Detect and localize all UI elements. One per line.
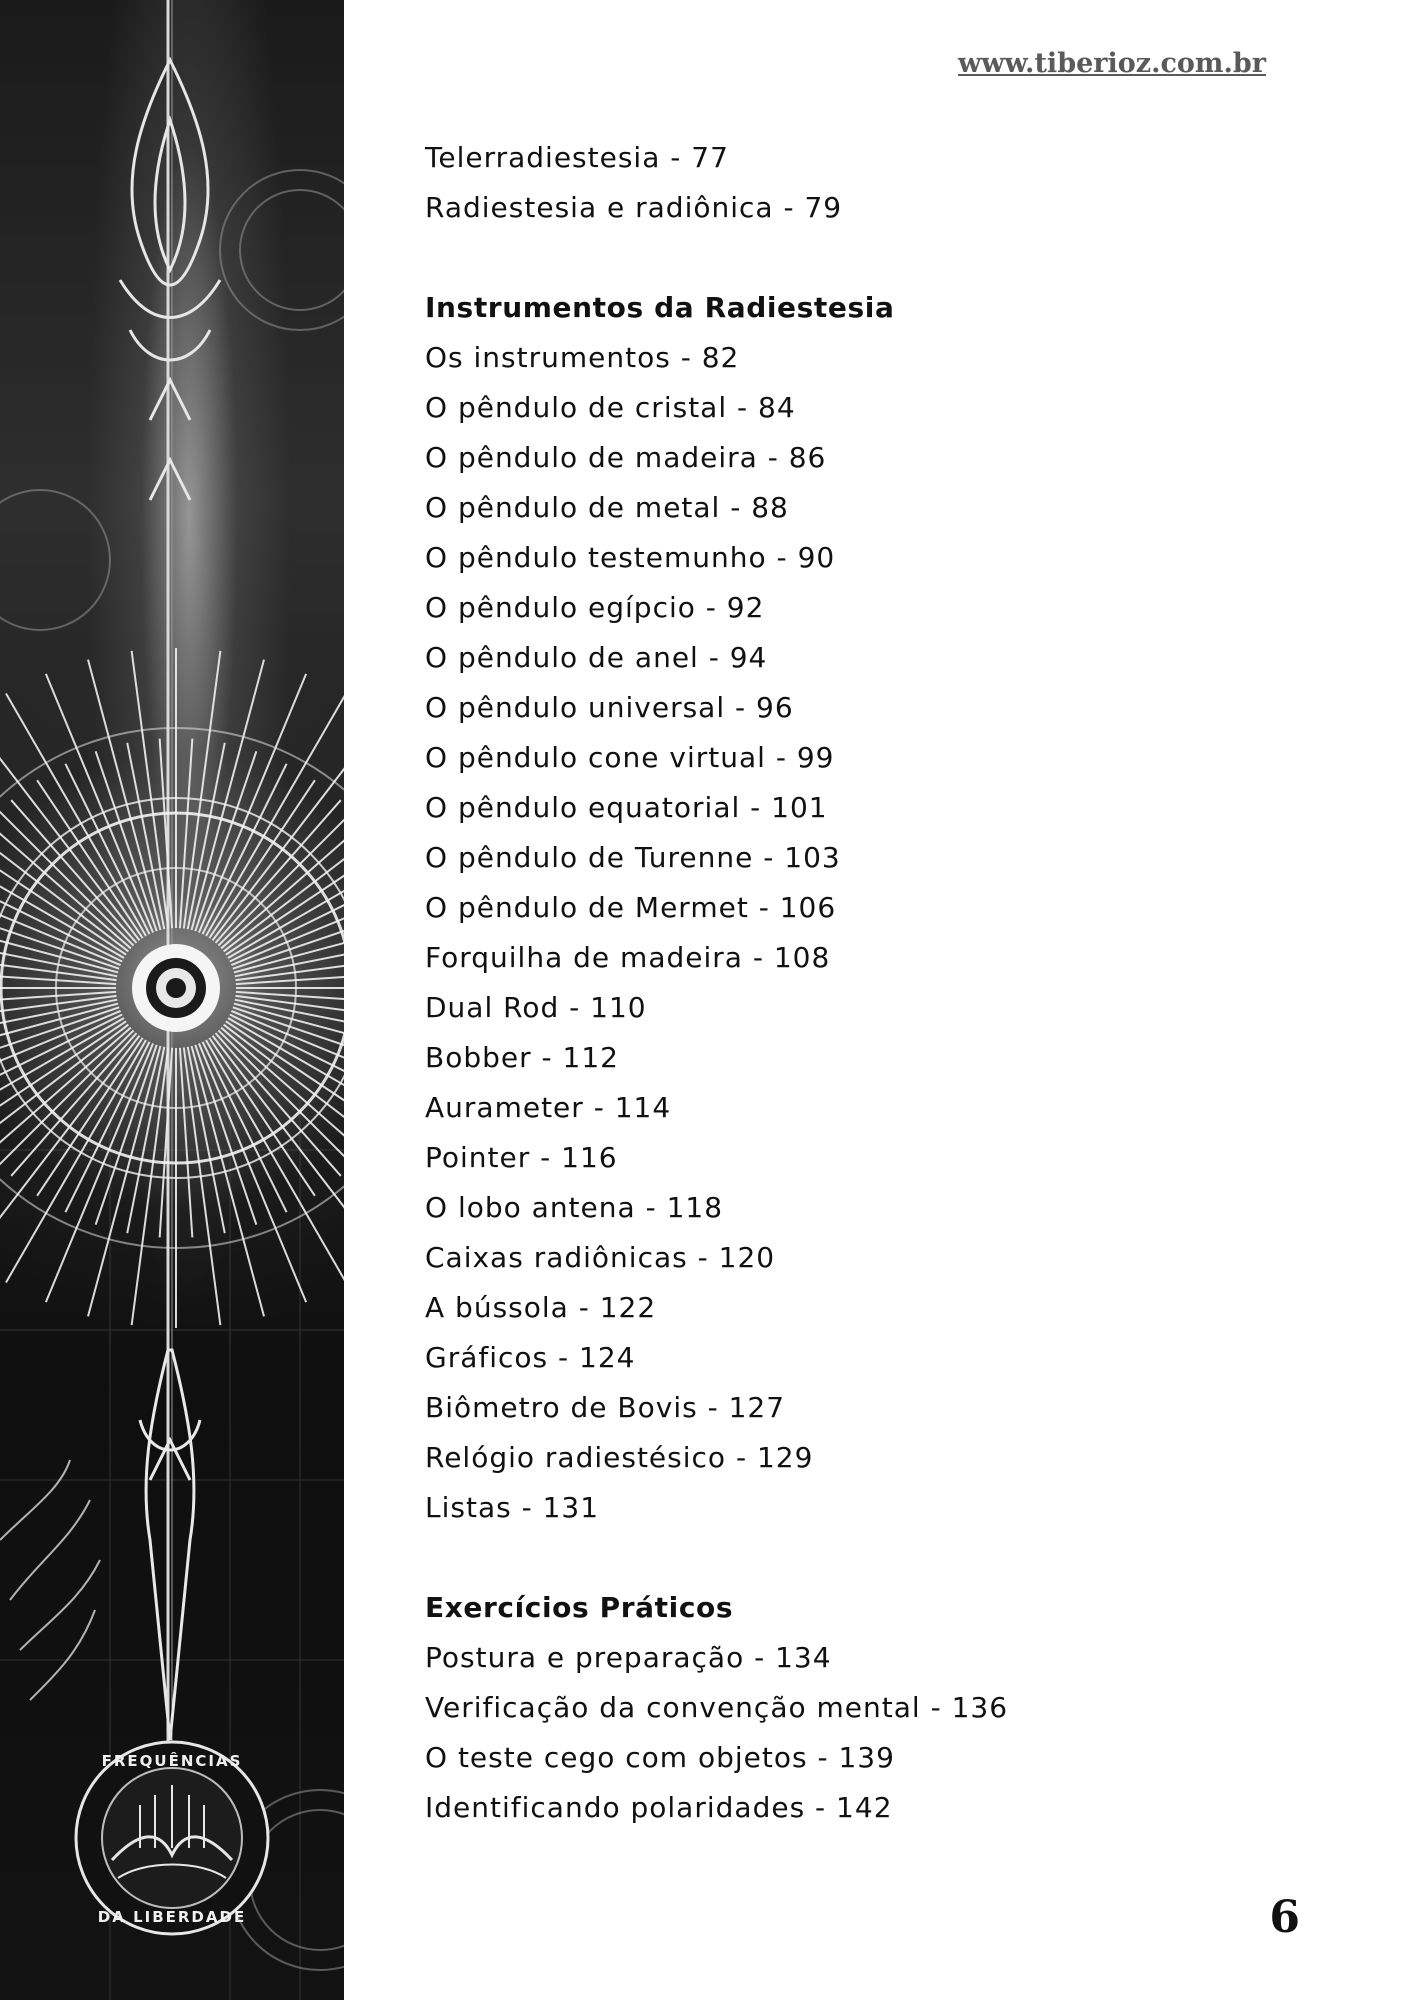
toc-entry[interactable]: Biômetro de Bovis - 127 <box>425 1391 786 1424</box>
mystic-pendulum-illustration <box>0 0 344 2000</box>
toc-entry[interactable]: O pêndulo de cristal - 84 <box>425 391 796 424</box>
toc-entry[interactable]: O teste cego com objetos - 139 <box>425 1741 895 1774</box>
toc-section-heading: Instrumentos da Radiestesia <box>425 291 895 324</box>
toc-entry[interactable]: Os instrumentos - 82 <box>425 341 740 374</box>
toc-section-heading: Exercícios Práticos <box>425 1591 734 1624</box>
table-of-contents <box>425 133 1325 1883</box>
toc-entry[interactable]: Verificação da convenção mental - 136 <box>425 1691 1009 1724</box>
toc-entry[interactable]: Gráficos - 124 <box>425 1341 636 1374</box>
toc-entry[interactable]: O pêndulo cone virtual - 99 <box>425 741 835 774</box>
toc-entry[interactable]: O pêndulo de anel - 94 <box>425 641 768 674</box>
toc-entry[interactable]: A bússola - 122 <box>425 1291 657 1324</box>
toc-entry[interactable]: O pêndulo de Turenne - 103 <box>425 841 841 874</box>
toc-entry[interactable]: Bobber - 112 <box>425 1041 619 1074</box>
side-artwork-panel <box>0 0 344 2000</box>
toc-entry[interactable]: Listas - 131 <box>425 1491 600 1524</box>
toc-entry[interactable]: Postura e preparação - 134 <box>425 1641 832 1674</box>
toc-entry[interactable]: O pêndulo de madeira - 86 <box>425 441 827 474</box>
website-url[interactable]: www.tiberioz.com.br <box>958 48 1266 79</box>
eye-icon <box>132 944 220 1032</box>
logo-text-bottom: DA LIBERDADE <box>97 1908 247 1926</box>
toc-entry[interactable]: Pointer - 116 <box>425 1141 618 1174</box>
toc-entry[interactable]: O pêndulo testemunho - 90 <box>425 541 836 574</box>
toc-entry[interactable]: O pêndulo universal - 96 <box>425 691 794 724</box>
toc-entry[interactable]: Caixas radiônicas - 120 <box>425 1241 776 1274</box>
toc-entry[interactable]: O pêndulo equatorial - 101 <box>425 791 828 824</box>
toc-entry[interactable]: Dual Rod - 110 <box>425 991 647 1024</box>
toc-entry[interactable]: O pêndulo de Mermet - 106 <box>425 891 837 924</box>
logo-text-top: FREQUÊNCIAS <box>101 1752 243 1770</box>
page-number: 6 <box>1269 1892 1300 1943</box>
toc-section <box>425 283 1325 1533</box>
toc-entry[interactable]: O pêndulo de metal - 88 <box>425 491 789 524</box>
toc-entry[interactable]: Forquilha de madeira - 108 <box>425 941 831 974</box>
toc-entry[interactable]: Aurameter - 114 <box>425 1091 672 1124</box>
toc-entry[interactable]: Relógio radiestésico - 129 <box>425 1441 814 1474</box>
toc-entry[interactable]: Identificando polaridades - 142 <box>425 1791 893 1824</box>
toc-entry[interactable]: O pêndulo egípcio - 92 <box>425 591 765 624</box>
toc-entry[interactable]: O lobo antena - 118 <box>425 1191 724 1224</box>
toc-entry[interactable]: Telerradiestesia - 77 <box>425 141 729 174</box>
toc-section <box>425 1583 1325 1833</box>
toc-section <box>425 133 1325 233</box>
toc-entry[interactable]: Radiestesia e radiônica - 79 <box>425 191 843 224</box>
frequencias-logo <box>76 1742 268 1934</box>
